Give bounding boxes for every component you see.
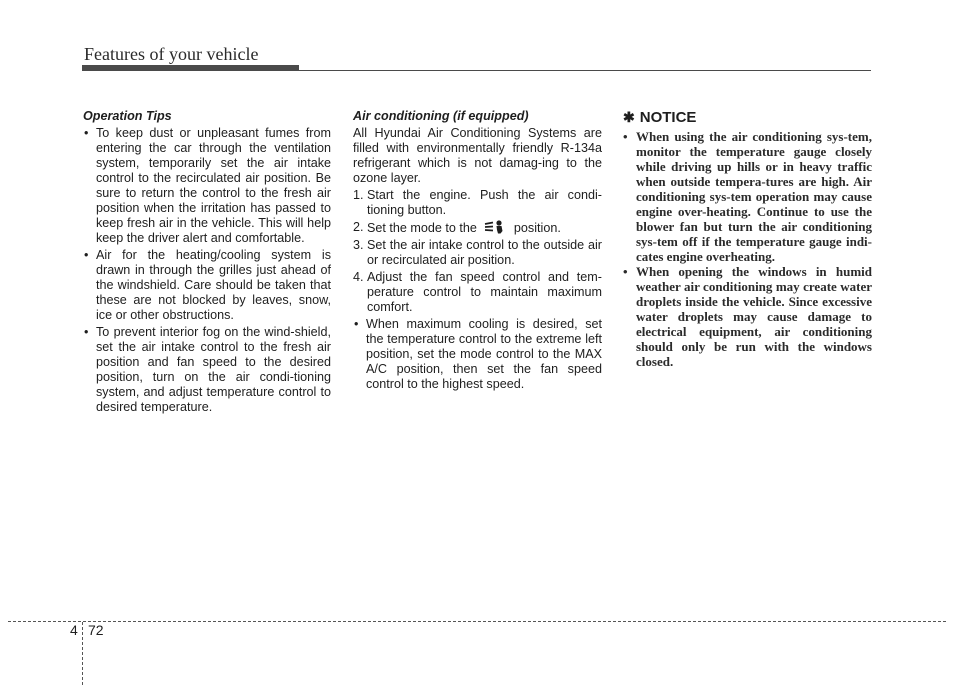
air-conditioning-heading: Air conditioning (if equipped) (353, 109, 529, 123)
max-cooling-tip (353, 317, 602, 392)
operation-tips-list (83, 126, 331, 415)
step-text: position. (513, 221, 561, 235)
operation-tips-heading: Operation Tips (83, 109, 172, 123)
step-number: 1. (353, 188, 364, 202)
air-conditioning-steps (353, 188, 602, 315)
notice-heading (623, 110, 872, 125)
step-number: 3. (353, 238, 364, 252)
face-vent-mode-icon (484, 220, 506, 234)
header-rule (82, 70, 871, 71)
page-header-title: Features of your vehicle (84, 44, 259, 64)
list-item: • When using the air conditioning sys-tem, monitor the temperature gauge closely while driving up hills or in heavy traffic when outside tempera-tures are high. Air conditioning sys-tem operation may cause engine over-heating. Continue to use the blower fan but turn the air conditioning sys-tem off if the temperature gauge indi-cates engine overheating. (623, 129, 872, 264)
asterisk-icon: ✱ (623, 109, 635, 125)
list-item (353, 220, 602, 236)
step-text: Set the mode to the (367, 221, 477, 235)
list-item: • To prevent interior fog on the wind-shield, set the air intake control to the fresh air position and fan speed to the desired position, turn on the air condi-tioning system, and adjust temperature control to desired temperature. (83, 325, 331, 415)
step-text: Start the engine. Push the air condi-tioning button. (367, 188, 602, 217)
notice-box (623, 110, 872, 369)
step-text: Adjust the fan speed control and tem-perature control to maintain maximum comfort. (367, 270, 602, 314)
air-conditioning-intro: All Hyundai Air Conditioning Systems are filled with environmentally friendly R-134a refrigerant which is not damag-ing to the ozone layer. (353, 126, 602, 185)
list-item (353, 238, 602, 268)
footer-rule (8, 621, 946, 622)
notice-list (623, 129, 872, 369)
chapter-number: 4 (70, 622, 78, 638)
list-item: • To keep dust or unpleasant fumes from entering the car through the ventilation system, temporarily set the air intake control to the recirculated air position. Be sure to return the control to the fresh air position when the irritation has passed to keep fresh air in the vehicle. This will help keep the driver alert and comfortable. (83, 126, 331, 246)
step-number: 2. (353, 220, 364, 234)
list-item (353, 270, 602, 315)
footer-divider (82, 622, 83, 685)
list-item: • When maximum cooling is desired, set the temperature control to the extreme left position, set the mode control to the MAX A/C position, then set the fan speed control to the highest speed. (353, 317, 602, 392)
list-item: • Air for the heating/cooling system is drawn in through the grilles just ahead of the windshield. Care should be taken that these are not blocked by leaves, snow, ice or other obstructions. (83, 248, 331, 323)
step-text: Set the air intake control to the outside air or recirculated air position. (367, 238, 602, 267)
step-number: 4. (353, 270, 364, 284)
operation-tips-column (83, 109, 331, 417)
list-item: • When opening the windows in humid weather air conditioning may create water droplets inside the vehicle. Since excessive water droplets may cause damage to electrical equipment, air conditioning should only be run with the windows closed. (623, 264, 872, 369)
list-item (353, 188, 602, 218)
notice-title: NOTICE (639, 109, 697, 126)
page-number: 72 (88, 622, 104, 638)
air-conditioning-column (353, 109, 602, 394)
